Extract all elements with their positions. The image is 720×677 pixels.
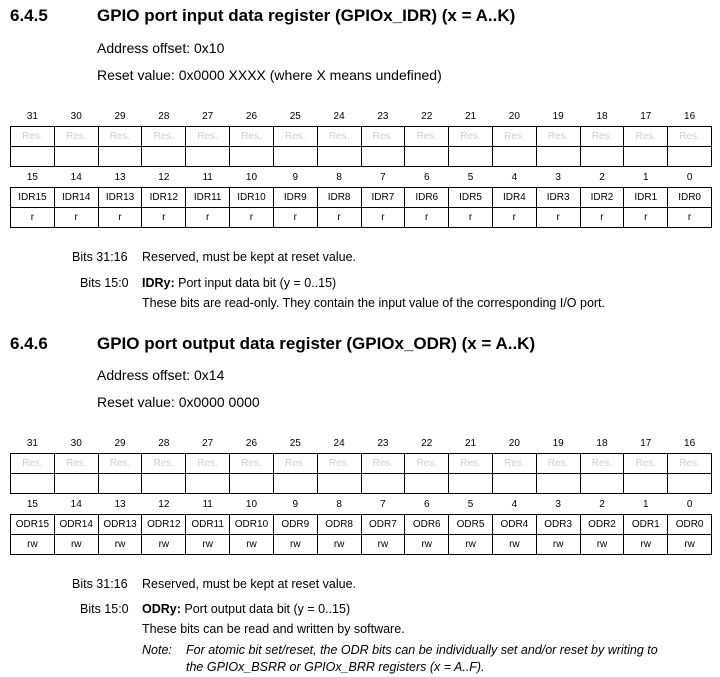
access-empty-cell bbox=[668, 147, 712, 167]
access-type-cell: r bbox=[580, 208, 624, 228]
bit-field-cell: ODR4 bbox=[492, 515, 536, 535]
field-name: ODRy: bbox=[142, 602, 181, 616]
bit-number-cell: 16 bbox=[684, 110, 696, 122]
bit-field-cell: IDR13 bbox=[98, 188, 142, 208]
reserved-bits-label: Bits 31:16 bbox=[72, 250, 128, 264]
reserved-field-cell: Res. bbox=[142, 454, 186, 474]
bit-field-cell: ODR11 bbox=[186, 515, 230, 535]
note-label: Note: bbox=[142, 643, 172, 657]
access-empty-cell bbox=[273, 147, 317, 167]
bit-field-cell: IDR0 bbox=[668, 188, 712, 208]
bit-number-cell: 24 bbox=[333, 437, 345, 449]
reserved-bits-text: Reserved, must be kept at reset value. bbox=[142, 250, 356, 264]
bit-number-cell: 15 bbox=[26, 171, 38, 183]
reserved-field-cell: Res. bbox=[54, 127, 98, 147]
bit-number-cell: 13 bbox=[114, 498, 126, 510]
bit-number-cell: 5 bbox=[467, 498, 474, 510]
bit-field-cell: IDR14 bbox=[54, 188, 98, 208]
access-empty-cell bbox=[668, 474, 712, 494]
bit-number-row bbox=[11, 433, 712, 454]
access-empty-cell bbox=[405, 147, 449, 167]
reserved-field-cell: Res. bbox=[624, 127, 668, 147]
access-empty-cell bbox=[186, 147, 230, 167]
reserved-bits-text: Reserved, must be kept at reset value. bbox=[142, 577, 356, 591]
access-empty-row bbox=[11, 474, 712, 494]
bit-number-cell: 18 bbox=[596, 437, 608, 449]
access-type-cell: rw bbox=[405, 535, 449, 555]
bit-number-cell: 10 bbox=[245, 498, 258, 510]
access-type-cell: r bbox=[492, 208, 536, 228]
access-empty-cell bbox=[624, 147, 668, 167]
bit-field-cell: IDR8 bbox=[317, 188, 361, 208]
bit-number-cell: 26 bbox=[245, 437, 258, 449]
bit-field-cell: IDR4 bbox=[492, 188, 536, 208]
register-table-idr bbox=[10, 106, 712, 228]
bit-number-cell: 19 bbox=[552, 110, 564, 122]
access-type-cell: r bbox=[54, 208, 98, 228]
bit-field-cell: IDR3 bbox=[536, 188, 580, 208]
register-table-odr bbox=[10, 433, 712, 555]
access-empty-cell bbox=[11, 147, 55, 167]
access-type-cell: r bbox=[98, 208, 142, 228]
field-description bbox=[142, 602, 350, 616]
reserved-field-row bbox=[11, 454, 712, 474]
reserved-field-cell: Res. bbox=[668, 127, 712, 147]
bit-number-cell: 22 bbox=[421, 437, 433, 449]
bit-field-cell: ODR2 bbox=[580, 515, 624, 535]
reserved-field-row bbox=[11, 127, 712, 147]
bit-field-cell: ODR10 bbox=[230, 515, 274, 535]
bit-field-cell: IDR1 bbox=[624, 188, 668, 208]
bit-field-cell: ODR8 bbox=[317, 515, 361, 535]
access-type-cell: r bbox=[449, 208, 493, 228]
reserved-bits-label: Bits 31:16 bbox=[72, 577, 128, 591]
bit-number-cell: 30 bbox=[70, 437, 82, 449]
access-type-cell: rw bbox=[492, 535, 536, 555]
bit-number-cell: 9 bbox=[292, 498, 299, 510]
access-type-cell: rw bbox=[449, 535, 493, 555]
bit-number-cell: 26 bbox=[245, 110, 258, 122]
reserved-field-cell: Res. bbox=[624, 454, 668, 474]
reserved-field-cell: Res. bbox=[449, 454, 493, 474]
bit-number-cell: 14 bbox=[70, 498, 82, 510]
bit-number-cell: 15 bbox=[26, 498, 38, 510]
access-type-cell: r bbox=[186, 208, 230, 228]
access-empty-cell bbox=[142, 474, 186, 494]
access-type-cell: r bbox=[142, 208, 186, 228]
reserved-field-cell: Res. bbox=[186, 454, 230, 474]
bit-number-row bbox=[11, 167, 712, 188]
bit-field-cell: ODR14 bbox=[54, 515, 98, 535]
bit-number-cell: 14 bbox=[70, 171, 82, 183]
bit-field-cell: ODR15 bbox=[11, 515, 55, 535]
access-empty-cell bbox=[54, 147, 98, 167]
reserved-field-cell: Res. bbox=[186, 127, 230, 147]
access-empty-cell bbox=[624, 474, 668, 494]
bit-field-cell: IDR6 bbox=[405, 188, 449, 208]
access-empty-cell bbox=[449, 474, 493, 494]
access-type-cell: r bbox=[405, 208, 449, 228]
bit-field-cell: IDR11 bbox=[186, 188, 230, 208]
bit-number-cell: 3 bbox=[555, 171, 561, 183]
bit-field-cell: IDR5 bbox=[449, 188, 493, 208]
access-empty-cell bbox=[405, 474, 449, 494]
bit-number-cell: 3 bbox=[555, 498, 561, 510]
access-empty-cell bbox=[492, 147, 536, 167]
access-type-cell: r bbox=[668, 208, 712, 228]
bit-number-cell: 29 bbox=[114, 437, 126, 449]
access-type-cell: r bbox=[230, 208, 274, 228]
access-type-cell: r bbox=[273, 208, 317, 228]
bit-number-cell: 9 bbox=[292, 171, 299, 183]
field-bits-label: Bits 15:0 bbox=[80, 276, 129, 290]
access-empty-cell bbox=[361, 474, 405, 494]
reserved-field-cell: Res. bbox=[405, 454, 449, 474]
section-heading-idr bbox=[10, 6, 710, 28]
bit-number-cell: 8 bbox=[336, 171, 342, 183]
reserved-field-cell: Res. bbox=[273, 454, 317, 474]
reserved-field-cell: Res. bbox=[11, 454, 55, 474]
bit-number-cell: 25 bbox=[289, 437, 301, 449]
reserved-field-cell: Res. bbox=[317, 127, 361, 147]
bit-number-cell: 25 bbox=[289, 110, 301, 122]
access-type-row bbox=[11, 535, 712, 555]
reserved-field-cell: Res. bbox=[492, 127, 536, 147]
reserved-field-cell: Res. bbox=[361, 127, 405, 147]
access-empty-cell bbox=[580, 474, 624, 494]
section-number: 6.4.5 bbox=[10, 6, 48, 25]
bit-number-cell: 23 bbox=[377, 437, 389, 449]
section-number: 6.4.6 bbox=[10, 334, 48, 353]
section-heading-odr bbox=[10, 334, 710, 356]
bit-field-cell: ODR1 bbox=[624, 515, 668, 535]
bit-number-cell: 27 bbox=[202, 110, 214, 122]
address-offset: Address offset: 0x14 bbox=[97, 367, 225, 383]
bit-field-cell: ODR5 bbox=[449, 515, 493, 535]
bit-number-cell: 12 bbox=[158, 498, 170, 510]
bit-number-cell: 0 bbox=[686, 498, 693, 510]
field-detail: These bits are read-only. They contain the input value of the corresponding I/O port. bbox=[142, 296, 606, 310]
reserved-field-cell: Res. bbox=[230, 454, 274, 474]
access-empty-cell bbox=[536, 474, 580, 494]
bit-field-cell: IDR12 bbox=[142, 188, 186, 208]
reset-value: Reset value: 0x0000 XXXX (where X means undefined) bbox=[97, 67, 442, 83]
bit-number-cell: 24 bbox=[333, 110, 345, 122]
bit-field-cell: IDR9 bbox=[273, 188, 317, 208]
reserved-field-cell: Res. bbox=[536, 127, 580, 147]
bit-field-cell: IDR15 bbox=[11, 188, 55, 208]
bit-number-cell: 4 bbox=[511, 171, 518, 183]
note-line-1: For atomic bit set/reset, the ODR bits can be individually set and/or reset by writing to bbox=[186, 643, 658, 657]
field-text: Port output data bit (y = 0..15) bbox=[184, 602, 351, 616]
access-type-cell: rw bbox=[536, 535, 580, 555]
bit-number-cell: 19 bbox=[552, 437, 564, 449]
access-type-cell: rw bbox=[668, 535, 712, 555]
field-bits-label: Bits 15:0 bbox=[80, 602, 129, 616]
bit-number-cell: 8 bbox=[336, 498, 342, 510]
access-type-cell: rw bbox=[54, 535, 98, 555]
bit-number-cell: 2 bbox=[599, 498, 605, 510]
bit-number-cell: 30 bbox=[70, 110, 82, 122]
reserved-field-cell: Res. bbox=[317, 454, 361, 474]
access-empty-cell bbox=[492, 474, 536, 494]
access-empty-cell bbox=[536, 147, 580, 167]
note-line-2: the GPIOx_BSRR or GPIOx_BRR registers (x = A..F). bbox=[186, 660, 485, 674]
reserved-field-cell: Res. bbox=[405, 127, 449, 147]
bit-number-cell: 17 bbox=[640, 110, 652, 122]
reserved-field-cell: Res. bbox=[492, 454, 536, 474]
bit-number-cell: 0 bbox=[686, 171, 693, 183]
bit-number-cell: 1 bbox=[643, 498, 649, 510]
access-type-cell: rw bbox=[142, 535, 186, 555]
access-empty-cell bbox=[317, 474, 361, 494]
access-type-cell: rw bbox=[273, 535, 317, 555]
bit-number-cell: 27 bbox=[202, 437, 214, 449]
bit-number-row bbox=[11, 106, 712, 127]
bit-number-cell: 22 bbox=[421, 110, 433, 122]
access-empty-cell bbox=[142, 147, 186, 167]
bit-field-cell: ODR7 bbox=[361, 515, 405, 535]
section-title: GPIO port output data register (GPIOx_ODR) (x = A..K) bbox=[97, 334, 536, 353]
reserved-field-cell: Res. bbox=[98, 454, 142, 474]
bit-field-cell: ODR6 bbox=[405, 515, 449, 535]
bit-number-cell: 18 bbox=[596, 110, 608, 122]
access-type-cell: rw bbox=[230, 535, 274, 555]
reset-value: Reset value: 0x0000 0000 bbox=[97, 394, 260, 410]
bit-number-cell: 2 bbox=[599, 171, 605, 183]
field-name: IDRy: bbox=[142, 276, 175, 290]
bit-number-cell: 21 bbox=[464, 110, 477, 122]
bit-number-cell: 5 bbox=[467, 171, 474, 183]
field-description bbox=[142, 276, 336, 290]
reserved-field-cell: Res. bbox=[536, 454, 580, 474]
reserved-field-cell: Res. bbox=[54, 454, 98, 474]
bit-number-cell: 12 bbox=[158, 171, 170, 183]
bit-number-cell: 31 bbox=[26, 437, 38, 449]
reserved-field-cell: Res. bbox=[142, 127, 186, 147]
bit-number-cell: 21 bbox=[464, 437, 477, 449]
access-empty-cell bbox=[317, 147, 361, 167]
access-type-cell: rw bbox=[186, 535, 230, 555]
bit-number-cell: 31 bbox=[26, 110, 38, 122]
bit-number-row bbox=[11, 494, 712, 515]
bit-number-cell: 11 bbox=[202, 498, 213, 510]
bit-field-cell: ODR13 bbox=[98, 515, 142, 535]
access-empty-cell bbox=[449, 147, 493, 167]
access-type-cell: r bbox=[361, 208, 405, 228]
access-type-cell: r bbox=[536, 208, 580, 228]
bit-number-cell: 1 bbox=[643, 171, 649, 183]
access-empty-cell bbox=[361, 147, 405, 167]
access-type-cell: r bbox=[624, 208, 668, 228]
bit-number-cell: 28 bbox=[158, 437, 170, 449]
reserved-field-cell: Res. bbox=[668, 454, 712, 474]
bit-number-cell: 29 bbox=[114, 110, 126, 122]
access-empty-cell bbox=[98, 474, 142, 494]
access-type-cell: r bbox=[317, 208, 361, 228]
access-empty-cell bbox=[230, 474, 274, 494]
bit-field-cell: ODR12 bbox=[142, 515, 186, 535]
access-type-cell: rw bbox=[361, 535, 405, 555]
access-empty-cell bbox=[186, 474, 230, 494]
bit-field-cell: ODR3 bbox=[536, 515, 580, 535]
access-type-cell: rw bbox=[11, 535, 55, 555]
bit-number-cell: 7 bbox=[380, 498, 386, 510]
bit-number-cell: 17 bbox=[640, 437, 652, 449]
access-empty-row bbox=[11, 147, 712, 167]
bit-number-cell: 23 bbox=[377, 110, 389, 122]
reserved-field-cell: Res. bbox=[580, 127, 624, 147]
access-empty-cell bbox=[273, 474, 317, 494]
bit-number-cell: 20 bbox=[508, 110, 520, 122]
access-type-cell: r bbox=[11, 208, 55, 228]
bit-number-cell: 4 bbox=[511, 498, 518, 510]
bit-field-cell: IDR10 bbox=[230, 188, 274, 208]
reserved-field-cell: Res. bbox=[230, 127, 274, 147]
address-offset: Address offset: 0x10 bbox=[97, 40, 225, 56]
reserved-field-cell: Res. bbox=[98, 127, 142, 147]
bit-field-cell: ODR9 bbox=[273, 515, 317, 535]
bit-field-row bbox=[11, 188, 712, 208]
bit-number-cell: 7 bbox=[380, 171, 386, 183]
access-empty-cell bbox=[580, 147, 624, 167]
access-empty-cell bbox=[11, 474, 55, 494]
bit-field-cell: IDR7 bbox=[361, 188, 405, 208]
access-type-cell: rw bbox=[580, 535, 624, 555]
reserved-field-cell: Res. bbox=[361, 454, 405, 474]
access-type-row bbox=[11, 208, 712, 228]
access-type-cell: rw bbox=[317, 535, 361, 555]
bit-number-cell: 20 bbox=[508, 437, 520, 449]
bit-number-cell: 28 bbox=[158, 110, 170, 122]
bit-number-cell: 13 bbox=[114, 171, 126, 183]
reserved-field-cell: Res. bbox=[449, 127, 493, 147]
bit-field-cell: IDR2 bbox=[580, 188, 624, 208]
field-detail: These bits can be read and written by software. bbox=[142, 622, 405, 636]
reserved-field-cell: Res. bbox=[580, 454, 624, 474]
bit-number-cell: 6 bbox=[423, 171, 430, 183]
access-empty-cell bbox=[230, 147, 274, 167]
bit-number-cell: 10 bbox=[245, 171, 258, 183]
access-empty-cell bbox=[54, 474, 98, 494]
section-title: GPIO port input data register (GPIOx_IDR) (x = A..K) bbox=[97, 6, 516, 25]
access-type-cell: rw bbox=[98, 535, 142, 555]
bit-number-cell: 11 bbox=[202, 171, 213, 183]
access-empty-cell bbox=[98, 147, 142, 167]
access-type-cell: rw bbox=[624, 535, 668, 555]
bit-number-cell: 16 bbox=[684, 437, 696, 449]
bit-field-row bbox=[11, 515, 712, 535]
reserved-field-cell: Res. bbox=[11, 127, 55, 147]
field-text: Port input data bit (y = 0..15) bbox=[178, 276, 337, 290]
bit-number-cell: 6 bbox=[423, 498, 430, 510]
bit-field-cell: ODR0 bbox=[668, 515, 712, 535]
reserved-field-cell: Res. bbox=[273, 127, 317, 147]
